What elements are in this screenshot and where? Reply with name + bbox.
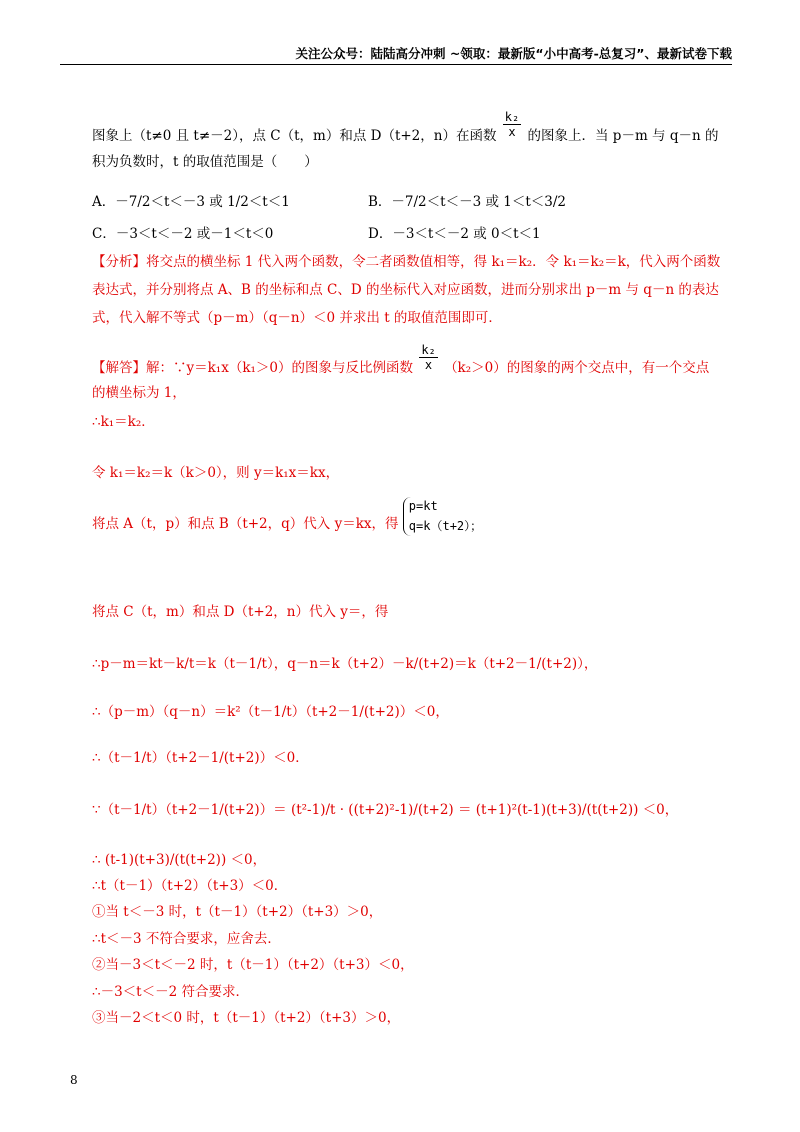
stem-function-fraction: $\frac{\text{k₂}}{x}$ — [504, 109, 520, 139]
solution-line-17: ③当－2＜t＜0 时，t（t－1）（t+2）（t+3）＞0， — [92, 1010, 401, 1026]
solution-line-1: 【解答】解：∵y＝k₁x（k₁＞0）的图象与反比例函数 $\frac{\text{k₂}}{x}$ （k₂＞0）的图象的两个交点中，有一个交点 — [92, 342, 710, 376]
solution-line-13: ①当 t＜－3 时，t（t－1）（t+2）（t+3）＞0， — [92, 904, 383, 920]
solution-line-2: 的横坐标为 1， — [92, 385, 186, 401]
solution-line-11: ∴ (t-1)(t+3)/(t(t+2)) ＜0， — [92, 852, 267, 868]
solution-line-8: ∴（p－m）（q－n）＝k²（t－1/t）（t+2－1/(t+2)）＜0， — [92, 704, 449, 720]
solution-line-15: ②当－3＜t＜－2 时，t（t－1）（t+2）（t+3）＜0， — [92, 957, 414, 973]
question-stem-line-1: 图象上（t≠0 且 t≠－2），点 C（t，m）和点 D（t+2，n）在函数 $\frac{\text{k₂}}{x}$ 的图象上．当 p－m 与 q－n 的 — [92, 109, 719, 144]
header-rule — [60, 64, 732, 65]
analysis-line-2: 表达式，并分别将点 A、B 的坐标和点 C、D 的坐标代入对应函数，进而分别求出 p－m 与 q－n 的表达 — [92, 282, 719, 298]
system-brace-ab: p=kt q=k（t+2）； — [403, 497, 482, 535]
solution-line-3: ∴k₁＝k₂． — [92, 414, 155, 430]
solution-line-7: ∴p－m＝kt－k/t＝k（t－1/t），q－n＝k（t+2）－k/(t+2)＝k（t+2－1/(t+2)）， — [92, 656, 598, 672]
solution-line-5: 将点 A（t，p）和点 B（t+2，q）代入 y＝kx，得 p=kt q=k（t+2）； — [92, 512, 482, 536]
option-b: B．－7/2＜t＜－3 或 1＜t＜3/2 — [368, 194, 566, 210]
solution-line-4: 令 k₁＝k₂＝k（k＞0），则 y＝k₁x＝kx， — [92, 465, 340, 481]
question-stem-line-2: 积为负数时，t 的取值范围是（ ） — [92, 154, 318, 170]
page-number: 8 — [70, 1073, 78, 1087]
analysis-line-3: 式，代入解不等式（p－m）（q－n）＜0 并求出 t 的取值范围即可． — [92, 310, 502, 326]
inverse-function-fraction: $\frac{\text{k₂}}{x}$ — [421, 342, 436, 372]
solution-line-10: ∵（t－1/t）（t+2－1/(t+2)）＝ (t²-1)/t · ((t+2)²-1)/(t+2) ＝ (t+1)²(t-1)(t+3)/(t(t+2)) ＜0， — [92, 802, 679, 818]
page-header: 关注公众号：陆陆高分冲刺 ~领取：最新版“小中高考-总复习”、最新试卷下载 — [295, 46, 732, 61]
analysis-line-1: 【分析】将交点的横坐标 1 代入两个函数，令二者函数值相等，得 k₁＝k₂．令 k₁＝k₂＝k，代入两个函数 — [92, 254, 721, 270]
option-d: D．－3＜t＜－2 或 0＜t＜1 — [368, 226, 541, 242]
solution-line-12: ∴t（t－1）（t+2）（t+3）＜0． — [92, 878, 288, 894]
solution-line-6: 将点 C（t，m）和点 D（t+2，n）代入 y＝，得 — [92, 604, 389, 620]
solution-line-14: ∴t＜－3 不符合要求，应舍去． — [92, 931, 281, 947]
option-a: A．－7/2＜t＜－3 或 1/2＜t＜1 — [92, 194, 290, 210]
solution-line-16: ∴－3＜t＜－2 符合要求． — [92, 984, 249, 1000]
option-c: C．－3＜t＜－2 或－1＜t＜0 — [92, 226, 274, 242]
solution-line-9: ∴（t－1/t）（t+2－1/(t+2)）＜0． — [92, 750, 309, 766]
